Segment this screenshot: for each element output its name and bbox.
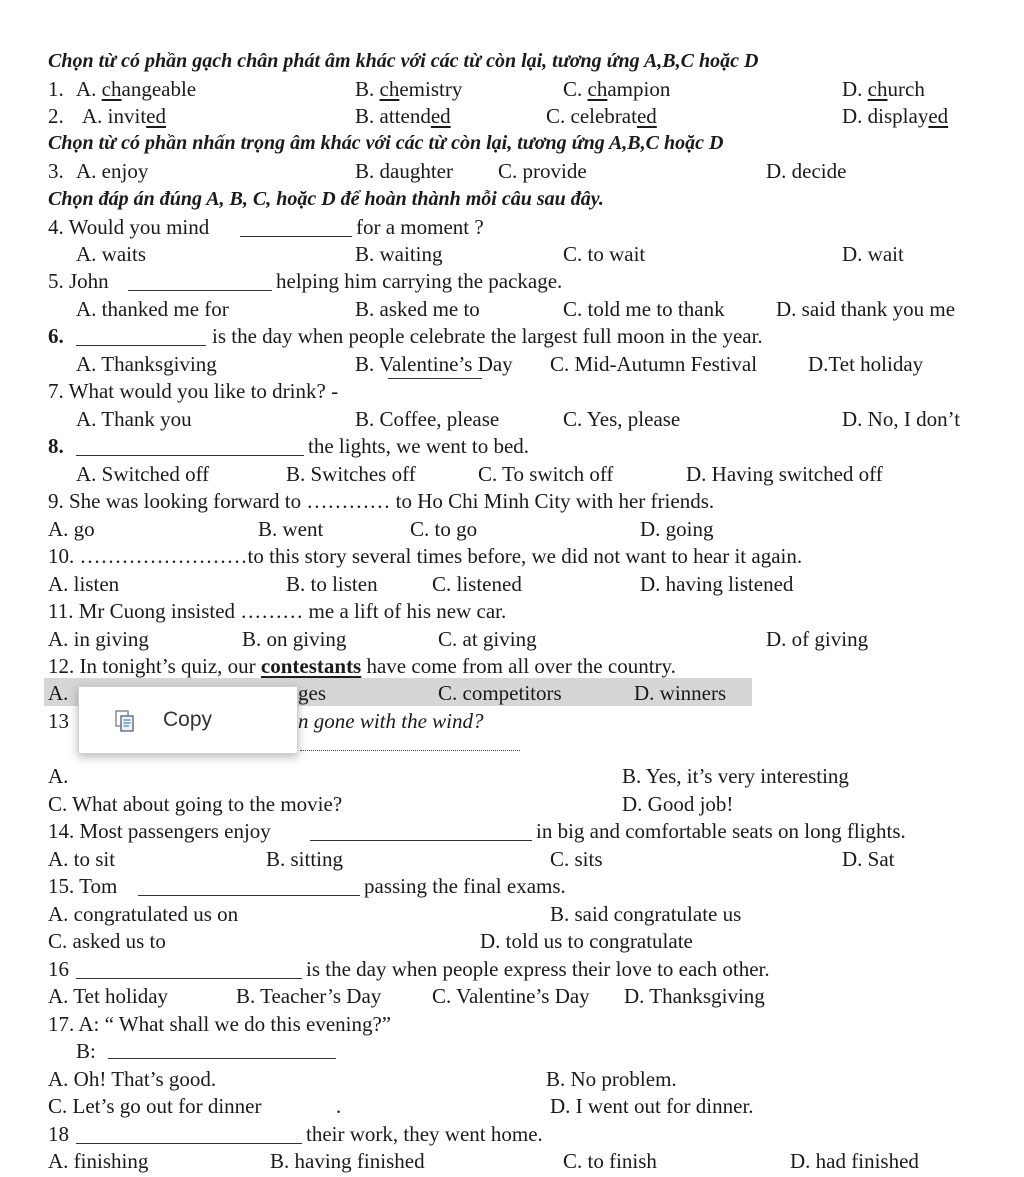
- q6-option-c: C. Mid-Autumn Festival: [550, 352, 758, 376]
- q12-keyword: contestants: [260, 654, 362, 678]
- q14-option-d: D. Sat: [842, 847, 895, 871]
- q5-option-a: A. thanked me for: [76, 297, 229, 321]
- q8-option-b: B. Switches off: [286, 462, 416, 486]
- copy-icon: [113, 709, 137, 733]
- q7-option-a: A. Thank you: [76, 407, 192, 431]
- q8-text-post: the lights, we went to bed.: [308, 434, 530, 458]
- q6-option-a: A. Thanksgiving: [76, 352, 217, 376]
- q5-option-d: D. said thank you me: [776, 297, 956, 321]
- q5-text-post: helping him carrying the package.: [276, 269, 563, 293]
- q10-option-c: C. listened: [432, 572, 522, 596]
- q9-option-d: D. going: [640, 517, 714, 541]
- q17-option-c: C. Let’s go out for dinner: [48, 1094, 262, 1118]
- q17-option-d: D. I went out for dinner.: [550, 1094, 754, 1118]
- q7-blank: [388, 378, 482, 379]
- q18-option-c: C. to finish: [563, 1149, 657, 1173]
- q4-option-b: B. waiting: [355, 242, 443, 266]
- q11-option-a: A. in giving: [48, 627, 149, 651]
- q12-option-c: C. competitors: [438, 681, 562, 705]
- q16-text-pre: 16: [48, 957, 69, 981]
- q15-blank: [138, 895, 360, 896]
- q10-text: 10. ……………………to this story several times before, we did not want to hear it again.: [48, 544, 803, 568]
- q2-number: 2.: [48, 104, 64, 128]
- instruction-choose: Chọn đáp án đúng A, B, C, hoặc D để hoàn thành mỗi câu sau đây.: [48, 188, 604, 210]
- q3-option-a: A. enjoy: [76, 159, 149, 183]
- q14-option-a: A. to sit: [48, 847, 116, 871]
- q3-option-c: C. provide: [498, 159, 587, 183]
- q16-blank: [76, 978, 302, 979]
- q4-blank: [240, 236, 352, 237]
- q6-text-post: is the day when people celebrate the largest full moon in the year.: [212, 324, 763, 348]
- q14-option-b: B. sitting: [266, 847, 344, 871]
- q2-option-d: D. displayed: [842, 104, 949, 128]
- q11-option-c: C. at giving: [438, 627, 537, 651]
- q6-blank: [76, 345, 206, 346]
- q5-text-pre: 5. John: [48, 269, 109, 293]
- instruction-stress: Chọn từ có phần nhấn trọng âm khác với các từ còn lại, tương ứng A,B,C hoặc D: [48, 132, 724, 154]
- q5-blank: [128, 290, 272, 291]
- q18-blank: [76, 1143, 302, 1144]
- q1-option-b: B. chemistry: [355, 77, 463, 101]
- q1-option-c: C. champion: [563, 77, 671, 101]
- q9-text: 9. She was looking forward to ………… to Ho Chi Minh City with her friends.: [48, 489, 715, 513]
- q4-text-post: for a moment ?: [356, 215, 484, 239]
- q16-option-c: C. Valentine’s Day: [432, 984, 590, 1008]
- q17-line-a: 17. A: “ What shall we do this evening?”: [48, 1012, 392, 1036]
- q10-option-a: A. listen: [48, 572, 120, 596]
- q11-option-d: D. of giving: [766, 627, 869, 651]
- q16-option-d: D. Thanksgiving: [624, 984, 765, 1008]
- q8-option-c: C. To switch off: [478, 462, 614, 486]
- copy-menu-item[interactable]: [79, 687, 295, 751]
- q14-text-post: in big and comfortable seats on long flights.: [536, 819, 906, 843]
- q18-text-post: their work, they went home.: [306, 1122, 543, 1146]
- q18-option-b: B. having finished: [270, 1149, 425, 1173]
- q1-option-a: A. changeable: [76, 77, 197, 101]
- q13-text-fragment: n gone with the wind?: [298, 709, 484, 733]
- q2-option-c: C. celebrated: [546, 104, 657, 128]
- q12-text: 12. In tonight’s quiz, our contestants have come from all over the country.: [48, 654, 676, 678]
- instruction-pronunciation: Chọn từ có phần gạch chân phát âm khác với các từ còn lại, tương ứng A,B,C hoặc D: [48, 50, 759, 72]
- q1-option-d: D. church: [842, 77, 925, 101]
- q18-text-pre: 18: [48, 1122, 69, 1146]
- copy-label: Copy: [163, 708, 213, 731]
- q16-option-a: A. Tet holiday: [48, 984, 169, 1008]
- q13-option-b: B. Yes, it’s very interesting: [622, 764, 849, 788]
- q4-option-a: A. waits: [76, 242, 146, 266]
- q3-option-b: B. daughter: [355, 159, 453, 183]
- q15-text-pre: 15. Tom: [48, 874, 118, 898]
- q6-option-d: D.Tet holiday: [808, 352, 924, 376]
- q9-option-c: C. to go: [410, 517, 478, 541]
- q4-option-c: C. to wait: [563, 242, 646, 266]
- q14-option-c: C. sits: [550, 847, 603, 871]
- q2-option-a: A. invited: [82, 104, 166, 128]
- q1-number: 1.: [48, 77, 64, 101]
- q13-option-a-fragment: A.: [48, 764, 69, 788]
- q15-text-post: passing the final exams.: [364, 874, 566, 898]
- q15-option-c: C. asked us to: [48, 929, 166, 953]
- q18-option-a: A. finishing: [48, 1149, 149, 1173]
- q6-text-pre: 6.: [48, 324, 64, 348]
- q7-option-b: B. Coffee, please: [355, 407, 500, 431]
- q12-option-b-fragment: ges: [298, 681, 326, 705]
- q6-option-b: B. Valentine’s Day: [355, 352, 513, 376]
- q15-option-b: B. said congratulate us: [550, 902, 742, 926]
- q2-option-b: B. attended: [355, 104, 451, 128]
- q7-option-c: C. Yes, please: [563, 407, 681, 431]
- q16-text-post: is the day when people express their love to each other.: [306, 957, 770, 981]
- q17-option-b: B. No problem.: [546, 1067, 677, 1091]
- q17-blank: [108, 1058, 336, 1059]
- q7-text: 7. What would you like to drink? -: [48, 379, 339, 403]
- q8-option-a: A. Switched off: [76, 462, 210, 486]
- context-menu: [78, 686, 298, 754]
- q10-option-d: D. having listened: [640, 572, 794, 596]
- q3-option-d: D. decide: [766, 159, 847, 183]
- q16-option-b: B. Teacher’s Day: [236, 984, 382, 1008]
- q15-option-d: D. told us to congratulate: [480, 929, 693, 953]
- q17-option-c-tail: .: [336, 1094, 342, 1118]
- q5-option-b: B. asked me to: [355, 297, 480, 321]
- q17-line-b: B:: [76, 1039, 96, 1063]
- q4-option-d: D. wait: [842, 242, 904, 266]
- q13-option-d: D. Good job!: [622, 792, 734, 816]
- q14-text-pre: 14. Most passengers enjoy: [48, 819, 271, 843]
- q9-option-a: A. go: [48, 517, 95, 541]
- q9-option-b: B. went: [258, 517, 324, 541]
- q12-option-a-fragment: A.: [48, 681, 69, 705]
- q10-option-b: B. to listen: [286, 572, 378, 596]
- q12-option-d: D. winners: [634, 681, 727, 705]
- q4-text-pre: 4. Would you mind: [48, 215, 210, 239]
- q13-number: 13: [48, 709, 69, 733]
- q18-option-d: D. had finished: [790, 1149, 919, 1173]
- q15-option-a: A. congratulated us on: [48, 902, 239, 926]
- q5-option-c: C. told me to thank: [563, 297, 725, 321]
- q8-text-pre: 8.: [48, 434, 64, 458]
- q8-option-d: D. Having switched off: [686, 462, 883, 486]
- q14-blank: [310, 840, 532, 841]
- q17-option-a: A. Oh! That’s good.: [48, 1067, 217, 1091]
- q11-option-b: B. on giving: [242, 627, 347, 651]
- q11-text: 11. Mr Cuong insisted ……… me a lift of his new car.: [48, 599, 507, 623]
- q13-blank: [300, 750, 520, 751]
- q3-number: 3.: [48, 159, 64, 183]
- q8-blank: [76, 455, 304, 456]
- q7-option-d: D. No, I don’t: [842, 407, 961, 431]
- q13-option-c: C. What about going to the movie?: [48, 792, 343, 816]
